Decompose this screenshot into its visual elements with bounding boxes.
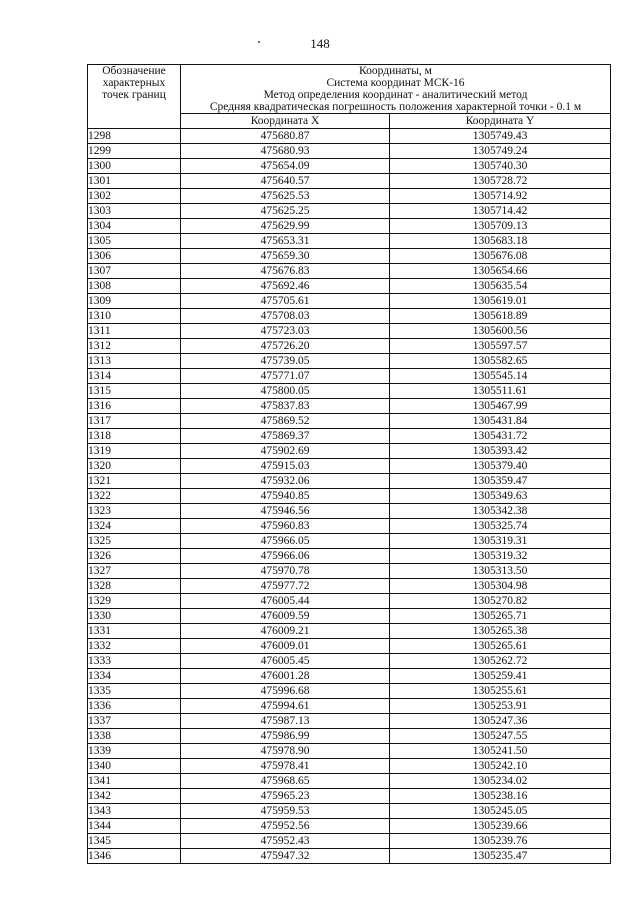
table-row xyxy=(88,624,611,639)
coord-x-cell: 476001.28 xyxy=(181,669,390,684)
point-id-cell: 1326 xyxy=(88,549,181,564)
table-row xyxy=(88,819,611,834)
table-row xyxy=(88,834,611,849)
coord-x-cell: 475629.99 xyxy=(181,219,390,234)
point-id-cell: 1331 xyxy=(88,624,181,639)
coord-y-cell: 1305265.71 xyxy=(390,609,611,624)
table-row xyxy=(88,489,611,504)
coord-y-cell: 1305253.91 xyxy=(390,699,611,714)
table-row xyxy=(88,639,611,654)
table-row xyxy=(88,669,611,684)
coord-x-cell: 475726.20 xyxy=(181,339,390,354)
coord-x-cell: 475705.61 xyxy=(181,294,390,309)
coord-x-cell: 476009.01 xyxy=(181,639,390,654)
table-row xyxy=(88,249,611,264)
coord-y-cell: 1305740.30 xyxy=(390,159,611,174)
table-row xyxy=(88,699,611,714)
coord-y-cell: 1305597.57 xyxy=(390,339,611,354)
coord-x-cell: 475952.43 xyxy=(181,834,390,849)
point-id-cell: 1345 xyxy=(88,834,181,849)
coord-x-cell: 475968.65 xyxy=(181,774,390,789)
point-id-cell: 1320 xyxy=(88,459,181,474)
point-id-cell: 1332 xyxy=(88,639,181,654)
table-row xyxy=(88,339,611,354)
table-row xyxy=(88,294,611,309)
table-row xyxy=(88,714,611,729)
point-id-cell: 1304 xyxy=(88,219,181,234)
point-id-cell: 1330 xyxy=(88,609,181,624)
coord-y-cell: 1305247.36 xyxy=(390,714,611,729)
coord-y-cell: 1305676.08 xyxy=(390,249,611,264)
point-id-cell: 1329 xyxy=(88,594,181,609)
coord-y-cell: 1305749.24 xyxy=(390,144,611,159)
coord-x-cell: 476005.45 xyxy=(181,654,390,669)
coord-y-cell: 1305619.01 xyxy=(390,294,611,309)
table-row xyxy=(88,654,611,669)
coord-y-cell: 1305714.92 xyxy=(390,189,611,204)
coord-y-cell: 1305349.63 xyxy=(390,489,611,504)
coord-y-cell: 1305265.38 xyxy=(390,624,611,639)
point-id-cell: 1339 xyxy=(88,744,181,759)
coord-x-cell: 475708.03 xyxy=(181,309,390,324)
coord-y-cell: 1305600.56 xyxy=(390,324,611,339)
table-row xyxy=(88,219,611,234)
coord-x-cell: 475680.87 xyxy=(181,129,390,144)
point-id-cell: 1301 xyxy=(88,174,181,189)
coord-x-cell: 475680.93 xyxy=(181,144,390,159)
coord-x-cell: 476005.44 xyxy=(181,594,390,609)
coord-x-cell: 476009.59 xyxy=(181,609,390,624)
point-id-cell: 1325 xyxy=(88,534,181,549)
coord-y-cell: 1305511.61 xyxy=(390,384,611,399)
point-id-cell: 1308 xyxy=(88,279,181,294)
point-id-cell: 1346 xyxy=(88,849,181,864)
coordinates-header xyxy=(181,65,611,114)
coord-x-cell: 475837.83 xyxy=(181,399,390,414)
point-id-cell: 1318 xyxy=(88,429,181,444)
coord-x-cell: 475902.69 xyxy=(181,444,390,459)
coord-y-cell: 1305242.10 xyxy=(390,759,611,774)
table-row xyxy=(88,399,611,414)
coord-x-cell: 475947.32 xyxy=(181,849,390,864)
point-id-cell: 1306 xyxy=(88,249,181,264)
table-row xyxy=(88,354,611,369)
point-id-cell: 1334 xyxy=(88,669,181,684)
point-label-line-2: характерных xyxy=(102,77,166,89)
point-id-cell: 1313 xyxy=(88,354,181,369)
table-row xyxy=(88,789,611,804)
coord-x-cell: 475987.13 xyxy=(181,714,390,729)
point-id-cell: 1298 xyxy=(88,129,181,144)
coord-x-cell: 475970.78 xyxy=(181,564,390,579)
coord-y-cell: 1305245.05 xyxy=(390,804,611,819)
point-id-cell: 1343 xyxy=(88,804,181,819)
table-row xyxy=(88,579,611,594)
coord-y-cell: 1305259.41 xyxy=(390,669,611,684)
coord-x-cell: 475739.05 xyxy=(181,354,390,369)
coord-x-cell: 475771.07 xyxy=(181,369,390,384)
column-header-x: Координата X xyxy=(181,114,390,129)
table-row xyxy=(88,744,611,759)
coord-y-cell: 1305359.47 xyxy=(390,474,611,489)
table-row xyxy=(88,519,611,534)
point-id-cell: 1310 xyxy=(88,309,181,324)
point-id-cell: 1302 xyxy=(88,189,181,204)
table-row xyxy=(88,549,611,564)
coord-x-cell: 475659.30 xyxy=(181,249,390,264)
coord-x-cell: 475869.52 xyxy=(181,414,390,429)
coord-x-cell: 475952.56 xyxy=(181,819,390,834)
coord-x-cell: 475932.06 xyxy=(181,474,390,489)
coord-x-cell: 475978.41 xyxy=(181,759,390,774)
point-id-cell: 1328 xyxy=(88,579,181,594)
point-label-line-3: точек границ xyxy=(102,89,166,101)
coord-x-cell: 475653.31 xyxy=(181,234,390,249)
point-label-line-1: Обозначение xyxy=(102,65,166,77)
table-row xyxy=(88,309,611,324)
coord-y-cell: 1305313.50 xyxy=(390,564,611,579)
table-row xyxy=(88,369,611,384)
table-row xyxy=(88,684,611,699)
coord-y-cell: 1305709.13 xyxy=(390,219,611,234)
coord-y-cell: 1305654.66 xyxy=(390,264,611,279)
point-id-cell: 1327 xyxy=(88,564,181,579)
point-id-cell: 1319 xyxy=(88,444,181,459)
point-id-cell: 1316 xyxy=(88,399,181,414)
coord-x-cell: 475978.90 xyxy=(181,744,390,759)
coord-y-cell: 1305714.42 xyxy=(390,204,611,219)
point-id-cell: 1342 xyxy=(88,789,181,804)
coord-x-cell: 475654.09 xyxy=(181,159,390,174)
coord-y-cell: 1305239.76 xyxy=(390,834,611,849)
coord-x-cell: 475723.03 xyxy=(181,324,390,339)
table-row xyxy=(88,234,611,249)
coordinates-header-line-1: Координаты, м xyxy=(359,65,432,77)
table-row xyxy=(88,144,611,159)
coord-x-cell: 475966.06 xyxy=(181,549,390,564)
point-id-cell: 1300 xyxy=(88,159,181,174)
table-row xyxy=(88,759,611,774)
table-row xyxy=(88,174,611,189)
point-id-cell: 1305 xyxy=(88,234,181,249)
table-header xyxy=(88,65,611,129)
table-row xyxy=(88,459,611,474)
point-id-cell: 1333 xyxy=(88,654,181,669)
coord-y-cell: 1305431.84 xyxy=(390,414,611,429)
point-id-cell: 1321 xyxy=(88,474,181,489)
table-row xyxy=(88,804,611,819)
coord-y-cell: 1305749.43 xyxy=(390,129,611,144)
point-id-cell: 1338 xyxy=(88,729,181,744)
coord-y-cell: 1305255.61 xyxy=(390,684,611,699)
coordinates-header-line-2: Система координат МСК-16 xyxy=(326,77,465,89)
coord-x-cell: 475625.53 xyxy=(181,189,390,204)
coord-x-cell: 475977.72 xyxy=(181,579,390,594)
point-id-cell: 1317 xyxy=(88,414,181,429)
coord-y-cell: 1305239.66 xyxy=(390,819,611,834)
coord-y-cell: 1305467.99 xyxy=(390,399,611,414)
coord-y-cell: 1305304.98 xyxy=(390,579,611,594)
point-id-cell: 1344 xyxy=(88,819,181,834)
coord-x-cell: 475986.99 xyxy=(181,729,390,744)
table-row xyxy=(88,564,611,579)
page-number: 148 xyxy=(310,36,330,51)
table-row xyxy=(88,279,611,294)
column-header-y: Координата Y xyxy=(390,114,611,129)
table-row xyxy=(88,204,611,219)
coordinates-header-line-3: Метод определения координат - аналитический метод xyxy=(263,89,528,101)
coord-y-cell: 1305635.54 xyxy=(390,279,611,294)
coord-x-cell: 475625.25 xyxy=(181,204,390,219)
coordinates-table xyxy=(87,64,611,864)
point-id-cell: 1322 xyxy=(88,489,181,504)
point-id-cell: 1309 xyxy=(88,294,181,309)
table-row xyxy=(88,444,611,459)
coord-x-cell: 475800.05 xyxy=(181,384,390,399)
table-row xyxy=(88,129,611,144)
point-id-cell: 1314 xyxy=(88,369,181,384)
coord-y-cell: 1305393.42 xyxy=(390,444,611,459)
scan-speck xyxy=(258,41,260,43)
coord-y-cell: 1305618.89 xyxy=(390,309,611,324)
table-row xyxy=(88,159,611,174)
point-id-cell: 1340 xyxy=(88,759,181,774)
coord-x-cell: 475965.23 xyxy=(181,789,390,804)
coord-x-cell: 475996.68 xyxy=(181,684,390,699)
table-row xyxy=(88,504,611,519)
coord-x-cell: 475994.61 xyxy=(181,699,390,714)
table-row xyxy=(88,534,611,549)
table-row xyxy=(88,264,611,279)
table-row xyxy=(88,324,611,339)
coord-y-cell: 1305265.61 xyxy=(390,639,611,654)
table-row xyxy=(88,474,611,489)
point-id-cell: 1312 xyxy=(88,339,181,354)
coord-y-cell: 1305319.32 xyxy=(390,549,611,564)
point-id-cell: 1323 xyxy=(88,504,181,519)
coord-x-cell: 475676.83 xyxy=(181,264,390,279)
table-row xyxy=(88,414,611,429)
point-id-cell: 1324 xyxy=(88,519,181,534)
coord-y-cell: 1305262.72 xyxy=(390,654,611,669)
coord-y-cell: 1305379.40 xyxy=(390,459,611,474)
coord-y-cell: 1305247.55 xyxy=(390,729,611,744)
coord-y-cell: 1305238.16 xyxy=(390,789,611,804)
point-id-cell: 1341 xyxy=(88,774,181,789)
point-id-cell: 1336 xyxy=(88,699,181,714)
coord-x-cell: 475966.05 xyxy=(181,534,390,549)
point-id-cell: 1315 xyxy=(88,384,181,399)
table-row xyxy=(88,774,611,789)
coord-y-cell: 1305582.65 xyxy=(390,354,611,369)
point-id-cell: 1307 xyxy=(88,264,181,279)
coord-x-cell: 475692.46 xyxy=(181,279,390,294)
table-row xyxy=(88,609,611,624)
point-id-cell: 1303 xyxy=(88,204,181,219)
table-row xyxy=(88,729,611,744)
coord-y-cell: 1305683.18 xyxy=(390,234,611,249)
coord-x-cell: 475946.56 xyxy=(181,504,390,519)
coord-x-cell: 475869.37 xyxy=(181,429,390,444)
coord-y-cell: 1305728.72 xyxy=(390,174,611,189)
table-body xyxy=(88,129,611,864)
point-id-cell: 1299 xyxy=(88,144,181,159)
coord-y-cell: 1305241.50 xyxy=(390,744,611,759)
coord-y-cell: 1305325.74 xyxy=(390,519,611,534)
coord-x-cell: 476009.21 xyxy=(181,624,390,639)
table-row xyxy=(88,384,611,399)
coord-y-cell: 1305545.14 xyxy=(390,369,611,384)
coord-y-cell: 1305342.38 xyxy=(390,504,611,519)
point-id-cell: 1311 xyxy=(88,324,181,339)
table-row xyxy=(88,189,611,204)
coord-x-cell: 475960.83 xyxy=(181,519,390,534)
coord-x-cell: 475959.53 xyxy=(181,804,390,819)
coord-y-cell: 1305431.72 xyxy=(390,429,611,444)
coord-y-cell: 1305235.47 xyxy=(390,849,611,864)
coordinates-header-line-4: Средняя квадратическая погрешность положения характерной точки - 0.1 м xyxy=(209,101,582,113)
coord-y-cell: 1305319.31 xyxy=(390,534,611,549)
point-label-header xyxy=(88,65,181,129)
table-row xyxy=(88,429,611,444)
coord-x-cell: 475915.03 xyxy=(181,459,390,474)
coord-y-cell: 1305270.82 xyxy=(390,594,611,609)
coord-x-cell: 475940.85 xyxy=(181,489,390,504)
point-id-cell: 1337 xyxy=(88,714,181,729)
table-row xyxy=(88,594,611,609)
table-row xyxy=(88,849,611,864)
coord-x-cell: 475640.57 xyxy=(181,174,390,189)
coord-y-cell: 1305234.02 xyxy=(390,774,611,789)
point-id-cell: 1335 xyxy=(88,684,181,699)
